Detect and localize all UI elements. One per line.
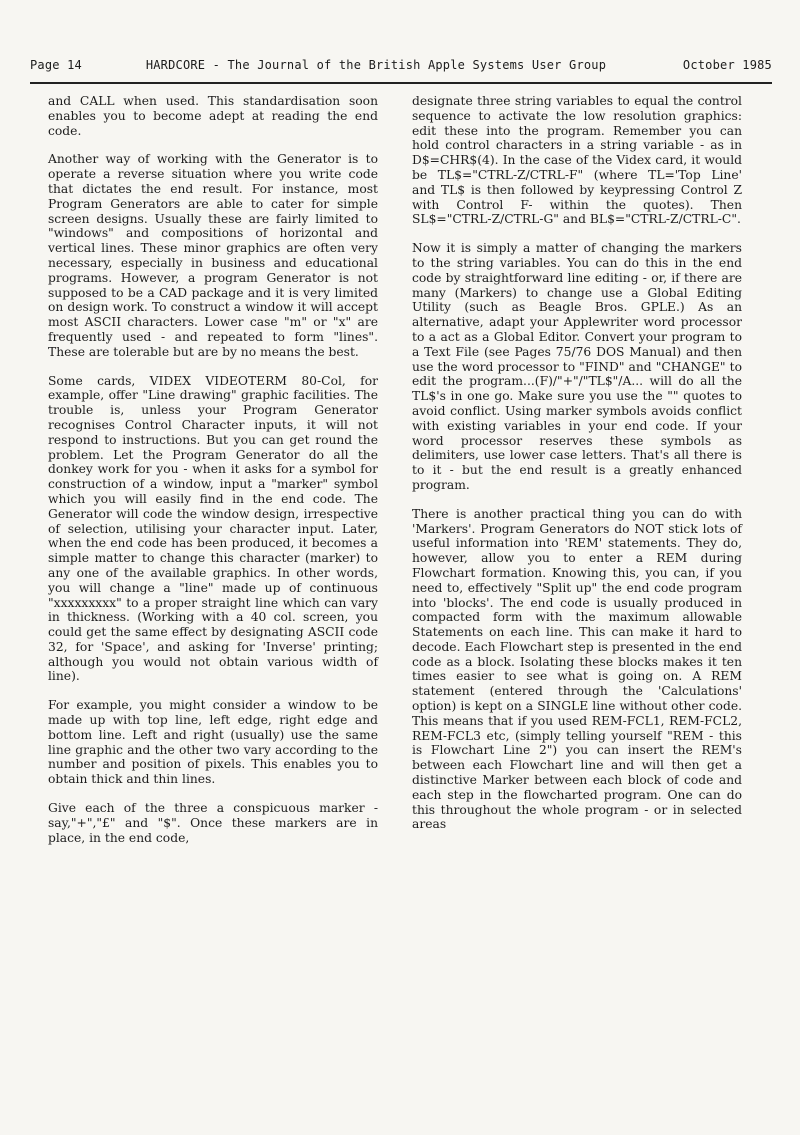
header-rule <box>30 82 772 84</box>
page-number: Page 14 <box>30 58 82 72</box>
paragraph: Another way of working with the Generator is to operate a reverse situation where you write code that dictates the end result. For instance, most Program Generators are able to cater for simple screen designs. Usually these are fairly limited to "windows" and compositions of horizontal and vertical lines. These minor graphics are often very necessary, especially in business and educational programs. However, a program Generator is not supposed to be a CAD package and it is very limited on design work. To construct a window it will accept most ASCII characters. Lower case "m" or "x" are frequently used - and repeated to form "lines". These are tolerable but are by no means the best. <box>48 152 378 359</box>
paragraph: There is another practical thing you can do with 'Markers'. Program Generators do NOT stick lots of useful information into 'REM' statements. They do, however, allow you to enter a REM during Flowchart formation. Knowing this, you can, if you need to, effectively "Split up" the end code program into 'blocks'. The end code is usually produced in compacted form with the maximum allowable Statements on each line. This can make it hard to decode. Each Flowchart step is presented in the end code as a block. Isolating these blocks makes it ten times easier to see what is going on. A REM statement (entered through the 'Calculations' option) is kept on a SINGLE line without other code. This means that if you used REM-FCL1, REM-FCL2, REM-FCL3 etc, (simply telling yourself "REM - this is Flowchart Line 2") you can insert the REM's between each Flowchart line and will then get a distinctive Marker between each block of code and each step in the flowcharted program. One can do this throughout the whole program - or in selected areas <box>412 506 742 832</box>
page-header <box>30 52 772 72</box>
journal-title: HARDCORE - The Journal of the British Apple Systems User Group <box>145 58 607 72</box>
paragraph: and CALL when used. This standardisation soon enables you to become adept at reading the end code. <box>48 94 378 138</box>
right-column <box>412 94 742 846</box>
paragraph: Some cards, VIDEX VIDEOTERM 80-Col, for example, offer "Line drawing" graphic facilities. The trouble is, unless your Program Generator recognises Control Character inputs, it will not respond to instructions. But you can get round the problem. Let the Program Generator do all the donkey work for you - when it asks for a symbol for construction of a window, input a "marker" symbol which you will easily find in the end code. The Generator will code the window design, irrespective of selection, utilising your character input. Later, when the end code has been produced, it becomes a simple matter to change this character (marker) to any one of the available graphics. In other words, you will change a "line" made up of continuous "xxxxxxxxx" to a proper straight line which can vary in thickness. (Working with a 40 col. screen, you could get the same effect by designating ASCII code 32, for 'Space', and asking for 'Inverse' printing; although you would not obtain various width of line). <box>48 373 378 684</box>
paragraph: designate three string variables to equal the control sequence to activate the low resolution graphics: edit these into the program. Remember you can hold control characters in a string variable - as in D$=CHR$(4). In the case of the Videx card, it would be TL$="CTRL-Z/CTRL-F" (where TL='Top Line' and TL$ is then followed by keypressing Control Z with Control F- within the quotes). Then SL$="CTRL-Z/CTRL-G" and BL$="CTRL-Z/CTRL-C". <box>412 94 742 227</box>
issue-date: October 1985 <box>682 58 772 72</box>
left-column <box>48 94 378 859</box>
paragraph: Give each of the three a conspicuous marker -say,"+","£" and "$". Once these markers are in place, in the end code, <box>48 801 378 845</box>
paragraph: Now it is simply a matter of changing the markers to the string variables. You can do this in the end code by straightforward line editing - or, if there are many (Markers) to change use a Global Editing Utility (such as Beagle Bros. GPLE.) As an alternative, adapt your Applewriter word processor to a act as a Global Editor. Convert your program to a Text File (see Pages 75/76 DOS Manual) and then use the word processor to "FIND" and "CHANGE" to edit the program...(F)/"+"/"TL$"/A... will do all the TL$'s in one go. Make sure you use the "" quotes to avoid conflict. Using marker symbols avoids conflict with existing variables in your end code. If your word processor reserves these symbols as delimiters, use lower case letters. That's all there is to it - but the end result is a greatly enhanced program. <box>412 241 742 492</box>
paragraph: For example, you might consider a window to be made up with top line, left edge, right edge and bottom line. Left and right (usually) use the same line graphic and the other two vary according to the number and position of pixels. This enables you to obtain thick and thin lines. <box>48 698 378 787</box>
